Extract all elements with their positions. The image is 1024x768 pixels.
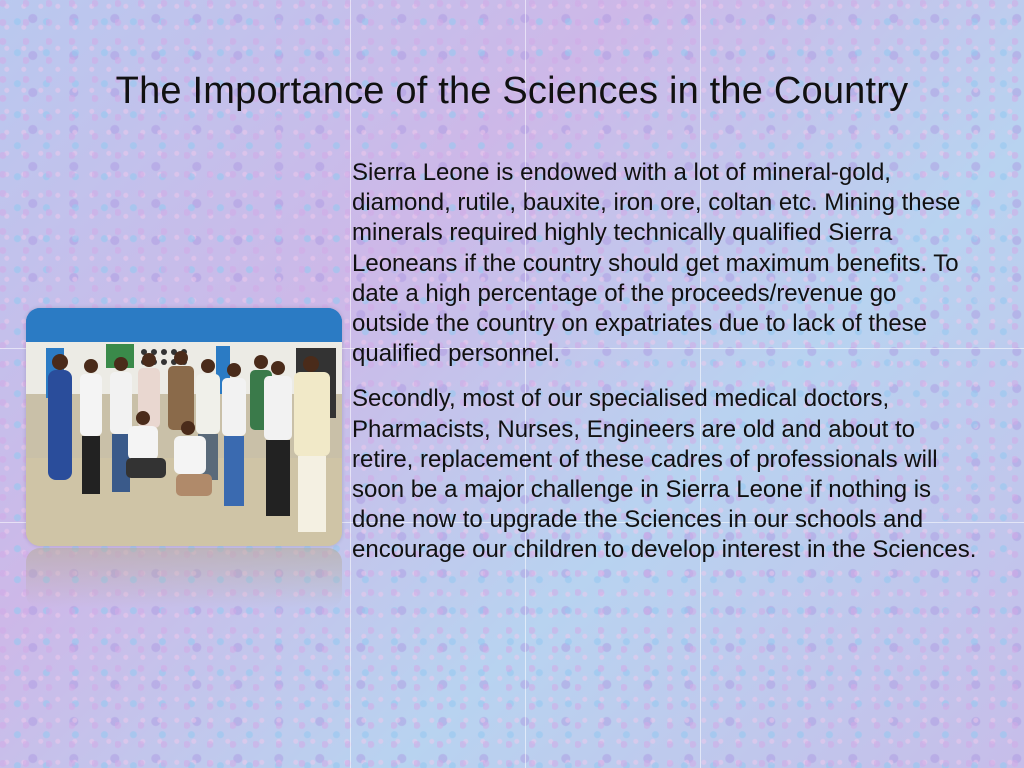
group-photo-illustration: [26, 308, 342, 546]
paragraph-minerals: Sierra Leone is endowed with a lot of mineral-gold, diamond, rutile, bauxite, iron ore, coltan etc. Mining these minerals required highly technically qualified Sierra Leoneans if the country should get maximum benefits. To date a high percentage of the proceeds/revenue go outside the country on expatriates due to lack of these qualified personnel.: [352, 159, 961, 368]
photo-reflection: [26, 548, 342, 608]
body-text: [352, 158, 977, 581]
group-photo: [26, 308, 342, 546]
paragraph-professionals: Secondly, most of our specialised medical doctors, Pharmacists, Nurses, Engineers are old and about to retire, replacement of these cadres of professionals will soon be a major challenge in Sierra Leone if nothing is done now to upgrade the Sciences in our schools and encourage our children to develop interest in the Sciences.: [352, 385, 977, 564]
grid-line: [350, 0, 351, 768]
group-photo-image: [26, 308, 342, 546]
slide-title: The Importance of the Sciences in the Country: [115, 70, 909, 112]
